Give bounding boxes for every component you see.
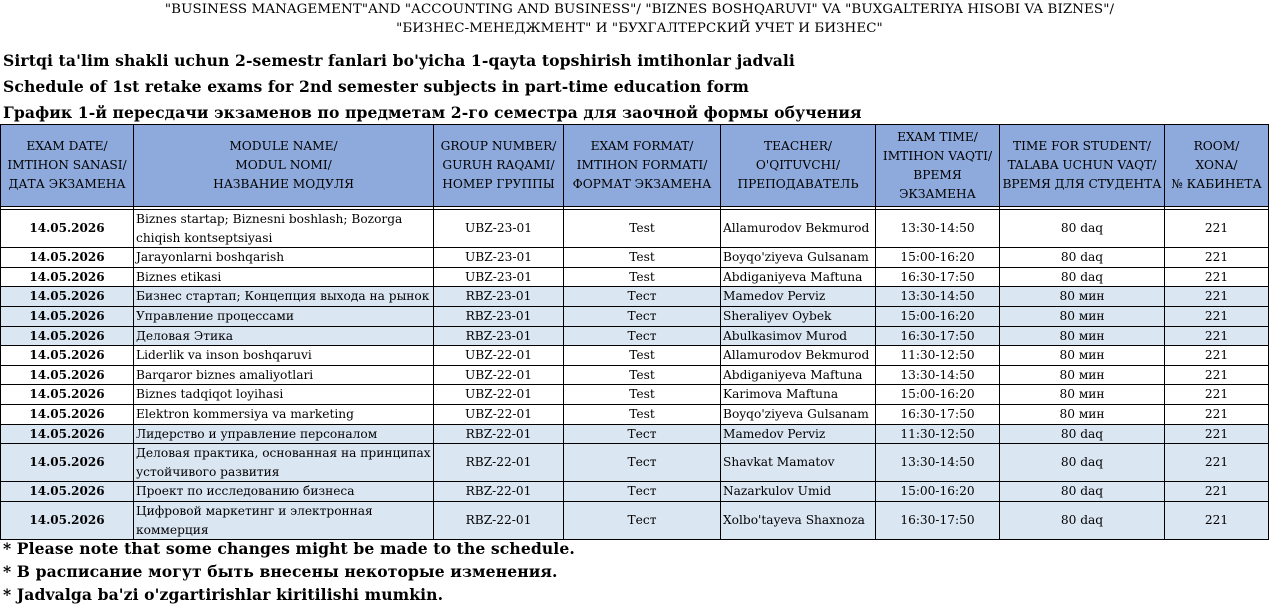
module-name-cell: Biznes etikasi xyxy=(134,267,434,287)
student-time-cell: 80 мин xyxy=(1000,287,1165,307)
group-number-cell: UBZ-23-01 xyxy=(434,210,564,248)
group-number-cell: UBZ-22-01 xyxy=(434,385,564,405)
teacher-cell: Xolbo'tayeva Shaxnoza xyxy=(721,501,876,539)
student-time-cell: 80 daq xyxy=(1000,501,1165,539)
exam-time-cell: 11:30-12:50 xyxy=(876,346,1000,366)
module-name-cell: Barqaror biznes amaliyotlari xyxy=(134,365,434,385)
title-line-2: "БИЗНЕС-МЕНЕДЖМЕНТ" И "БУХГАЛТЕРСКИЙ УЧЕТ И БИЗНЕС" xyxy=(396,21,883,36)
exam-format-cell: Тест xyxy=(564,306,721,326)
group-number-cell: RBZ-23-01 xyxy=(434,326,564,346)
group-number-cell: UBZ-22-01 xyxy=(434,404,564,424)
table-row xyxy=(1,306,1269,326)
header-room: ROOM/ XONA/ № КАБИНЕТА xyxy=(1165,125,1269,207)
group-number-cell: RBZ-22-01 xyxy=(434,501,564,539)
exam-time-cell: 13:30-14:50 xyxy=(876,210,1000,248)
table-row xyxy=(1,210,1269,248)
exam-time-cell: 16:30-17:50 xyxy=(876,404,1000,424)
module-name-cell: Biznes tadqiqot loyihasi xyxy=(134,385,434,405)
exam-time-cell: 15:00-16:20 xyxy=(876,248,1000,268)
document-title xyxy=(0,0,1279,38)
teacher-cell: Abdiganiyeva Maftuna xyxy=(721,365,876,385)
module-name-cell: Лидерство и управление персоналом xyxy=(134,424,434,444)
room-cell: 221 xyxy=(1165,501,1269,539)
teacher-cell: Abdiganiyeva Maftuna xyxy=(721,267,876,287)
student-time-cell: 80 daq xyxy=(1000,482,1165,502)
exam-format-cell: Test xyxy=(564,404,721,424)
note-russian: * В расписание могут быть внесены некоторые изменения. xyxy=(3,562,558,581)
teacher-cell: Allamurodov Bekmurod xyxy=(721,346,876,366)
exam-time-cell: 13:30-14:50 xyxy=(876,287,1000,307)
subtitle-uzbek: Sirtqi ta'lim shakli uchun 2-semestr fanlari bo'yicha 1-qayta topshirish imtihonlar jadvali xyxy=(3,51,795,70)
table-row xyxy=(1,444,1269,482)
student-time-cell: 80 daq xyxy=(1000,210,1165,248)
teacher-cell: Abulkasimov Murod xyxy=(721,326,876,346)
exam-format-cell: Test xyxy=(564,365,721,385)
exam-date-cell: 14.05.2026 xyxy=(1,210,134,248)
table-row xyxy=(1,346,1269,366)
exam-format-cell: Тест xyxy=(564,501,721,539)
header-exam-date: EXAM DATE/ IMTIHON SANASI/ ДАТА ЭКЗАМЕНА xyxy=(1,125,134,207)
exam-time-cell: 13:30-14:50 xyxy=(876,444,1000,482)
table-row xyxy=(1,501,1269,539)
teacher-cell: Mamedov Perviz xyxy=(721,287,876,307)
note-english: * Please note that some changes might be made to the schedule. xyxy=(3,539,575,558)
student-time-cell: 80 мин xyxy=(1000,326,1165,346)
table-row xyxy=(1,267,1269,287)
exam-date-cell: 14.05.2026 xyxy=(1,267,134,287)
student-time-cell: 80 daq xyxy=(1000,444,1165,482)
module-name-cell: Деловая Этика xyxy=(134,326,434,346)
group-number-cell: RBZ-23-01 xyxy=(434,306,564,326)
exam-date-cell: 14.05.2026 xyxy=(1,326,134,346)
teacher-cell: Allamurodov Bekmurod xyxy=(721,210,876,248)
table-row xyxy=(1,424,1269,444)
student-time-cell: 80 мин xyxy=(1000,385,1165,405)
room-cell: 221 xyxy=(1165,404,1269,424)
teacher-cell: Boyqo'ziyeva Gulsanam xyxy=(721,404,876,424)
student-time-cell: 80 мин xyxy=(1000,306,1165,326)
student-time-cell: 80 daq xyxy=(1000,424,1165,444)
group-number-cell: UBZ-23-01 xyxy=(434,248,564,268)
room-cell: 221 xyxy=(1165,210,1269,248)
exam-date-cell: 14.05.2026 xyxy=(1,501,134,539)
exam-date-cell: 14.05.2026 xyxy=(1,385,134,405)
room-cell: 221 xyxy=(1165,385,1269,405)
exam-format-cell: Test xyxy=(564,267,721,287)
exam-format-cell: Test xyxy=(564,248,721,268)
exam-schedule-table xyxy=(0,124,1269,540)
room-cell: 221 xyxy=(1165,365,1269,385)
exam-date-cell: 14.05.2026 xyxy=(1,424,134,444)
room-cell: 221 xyxy=(1165,444,1269,482)
exam-format-cell: Test xyxy=(564,210,721,248)
student-time-cell: 80 мин xyxy=(1000,365,1165,385)
group-number-cell: UBZ-22-01 xyxy=(434,365,564,385)
exam-format-cell: Тест xyxy=(564,326,721,346)
header-exam-time: EXAM TIME/ IMTIHON VAQTI/ ВРЕМЯ ЭКЗАМЕНА xyxy=(876,125,1000,207)
room-cell: 221 xyxy=(1165,326,1269,346)
exam-time-cell: 15:00-16:20 xyxy=(876,482,1000,502)
room-cell: 221 xyxy=(1165,346,1269,366)
module-name-cell: Цифровой маркетинг и электронная коммерция xyxy=(134,501,434,539)
module-name-cell: Elektron kommersiya va marketing xyxy=(134,404,434,424)
module-name-cell: Jarayonlarni boshqarish xyxy=(134,248,434,268)
exam-format-cell: Тест xyxy=(564,424,721,444)
header-exam-format: EXAM FORMAT/ IMTIHON FORMATI/ ФОРМАТ ЭКЗАМЕНА xyxy=(564,125,721,207)
student-time-cell: 80 мин xyxy=(1000,346,1165,366)
teacher-cell: Mamedov Perviz xyxy=(721,424,876,444)
exam-time-cell: 16:30-17:50 xyxy=(876,326,1000,346)
table-row xyxy=(1,482,1269,502)
exam-format-cell: Тест xyxy=(564,482,721,502)
table-body xyxy=(1,210,1269,540)
module-name-cell: Бизнес стартап; Концепция выхода на рынок xyxy=(134,287,434,307)
group-number-cell: RBZ-22-01 xyxy=(434,424,564,444)
table-row xyxy=(1,385,1269,405)
exam-date-cell: 14.05.2026 xyxy=(1,482,134,502)
exam-date-cell: 14.05.2026 xyxy=(1,404,134,424)
room-cell: 221 xyxy=(1165,482,1269,502)
room-cell: 221 xyxy=(1165,287,1269,307)
room-cell: 221 xyxy=(1165,424,1269,444)
group-number-cell: RBZ-23-01 xyxy=(434,287,564,307)
teacher-cell: Sheraliyev Oybek xyxy=(721,306,876,326)
header-teacher: TEACHER/ O'QITUVCHI/ ПРЕПОДАВАТЕЛЬ xyxy=(721,125,876,207)
student-time-cell: 80 мин xyxy=(1000,404,1165,424)
table-header-row xyxy=(1,125,1269,207)
exam-time-cell: 16:30-17:50 xyxy=(876,267,1000,287)
module-name-cell: Biznes startap; Biznesni boshlash; Bozorga chiqish kontseptsiyasi xyxy=(134,210,434,248)
room-cell: 221 xyxy=(1165,306,1269,326)
teacher-cell: Shavkat Mamatov xyxy=(721,444,876,482)
room-cell: 221 xyxy=(1165,248,1269,268)
exam-format-cell: Test xyxy=(564,385,721,405)
subtitle-russian: График 1-й пересдачи экзаменов по предметам 2-го семестра для заочной формы обучения xyxy=(3,103,862,122)
table-row xyxy=(1,404,1269,424)
exam-time-cell: 15:00-16:20 xyxy=(876,385,1000,405)
teacher-cell: Karimova Maftuna xyxy=(721,385,876,405)
student-time-cell: 80 daq xyxy=(1000,267,1165,287)
header-student-time: TIME FOR STUDENT/ TALABA UCHUN VAQT/ ВРЕМЯ ДЛЯ СТУДЕНТА xyxy=(1000,125,1165,207)
exam-time-cell: 16:30-17:50 xyxy=(876,501,1000,539)
exam-format-cell: Тест xyxy=(564,444,721,482)
exam-time-cell: 13:30-14:50 xyxy=(876,365,1000,385)
room-cell: 221 xyxy=(1165,267,1269,287)
header-group-number: GROUP NUMBER/ GURUH RAQAMI/ НОМЕР ГРУППЫ xyxy=(434,125,564,207)
group-number-cell: RBZ-22-01 xyxy=(434,482,564,502)
table-row xyxy=(1,248,1269,268)
exam-date-cell: 14.05.2026 xyxy=(1,346,134,366)
teacher-cell: Nazarkulov Umid xyxy=(721,482,876,502)
table-row xyxy=(1,365,1269,385)
student-time-cell: 80 daq xyxy=(1000,248,1165,268)
exam-date-cell: 14.05.2026 xyxy=(1,444,134,482)
exam-date-cell: 14.05.2026 xyxy=(1,365,134,385)
table-row xyxy=(1,287,1269,307)
module-name-cell: Деловая практика, основанная на принципах устойчивого развития xyxy=(134,444,434,482)
table-row xyxy=(1,326,1269,346)
teacher-cell: Boyqo'ziyeva Gulsanam xyxy=(721,248,876,268)
subtitle-english: Schedule of 1st retake exams for 2nd semester subjects in part-time education form xyxy=(3,77,750,96)
module-name-cell: Управление процессами xyxy=(134,306,434,326)
header-module-name: MODULE NAME/ MODUL NOMI/ НАЗВАНИЕ МОДУЛЯ xyxy=(134,125,434,207)
note-uzbek: * Jadvalga ba'zi o'zgartirishlar kiritilishi mumkin. xyxy=(3,585,444,604)
module-name-cell: Проект по исследованию бизнеса xyxy=(134,482,434,502)
exam-time-cell: 15:00-16:20 xyxy=(876,306,1000,326)
exam-format-cell: Тест xyxy=(564,287,721,307)
exam-time-cell: 11:30-12:50 xyxy=(876,424,1000,444)
title-line-1: "BUSINESS MANAGEMENT"AND "ACCOUNTING AND BUSINESS"/ "BIZNES BOSHQARUVI" VA "BUXGALTERIYA HISOBI VA BIZNES"/ xyxy=(164,2,1115,17)
module-name-cell: Liderlik va inson boshqaruvi xyxy=(134,346,434,366)
exam-date-cell: 14.05.2026 xyxy=(1,248,134,268)
exam-date-cell: 14.05.2026 xyxy=(1,306,134,326)
group-number-cell: UBZ-22-01 xyxy=(434,346,564,366)
group-number-cell: RBZ-22-01 xyxy=(434,444,564,482)
exam-format-cell: Test xyxy=(564,346,721,366)
exam-date-cell: 14.05.2026 xyxy=(1,287,134,307)
group-number-cell: UBZ-23-01 xyxy=(434,267,564,287)
